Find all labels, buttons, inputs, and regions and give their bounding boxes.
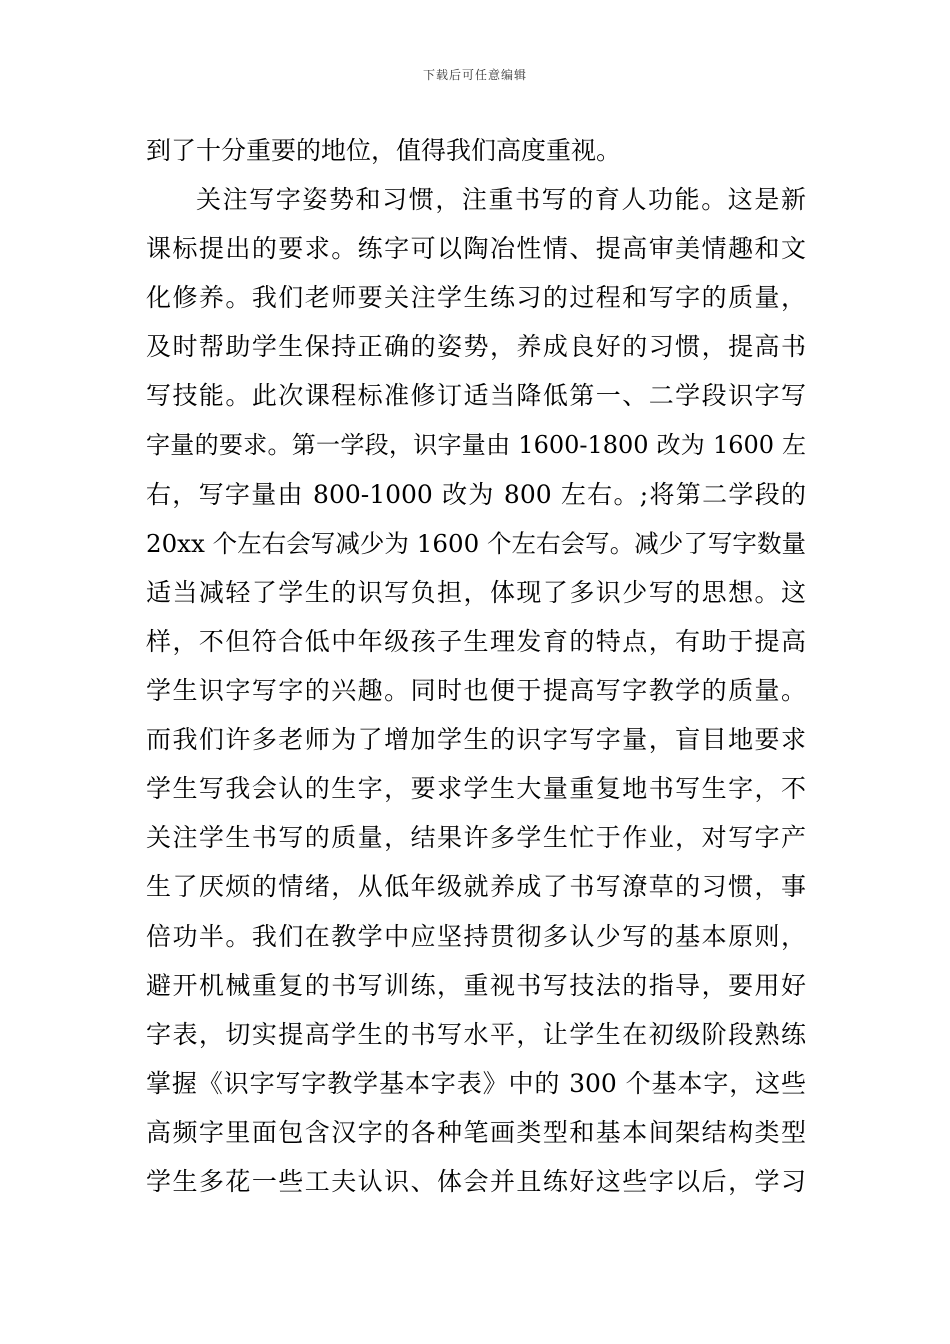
text-line: 而我们许多老师为了增加学生的识字写字量，盲目地要求 — [146, 725, 806, 755]
paragraph-first-line: 关注写字姿势和习惯，注重书写的育人功能。这是新 — [196, 185, 806, 215]
text-line: 写技能。此次课程标准修订适当降低第一、二学段识字写 — [146, 381, 806, 411]
text-line: 学生写我会认的生字，要求学生大量重复地书写生字，不 — [146, 774, 806, 804]
text-line: 及时帮助学生保持正确的姿势，养成良好的习惯，提高书 — [146, 332, 806, 362]
text-line: 到了十分重要的地位，值得我们高度重视。 — [146, 136, 622, 165]
text-line: 20xx 个左右会写减少为 1600 个左右会写。减少了写字数量 — [146, 528, 806, 558]
text-line: 课标提出的要求。练字可以陶冶性情、提高审美情趣和文 — [146, 234, 806, 264]
text-line: 学生多花一些工夫认识、体会并且练好这些字以后，学习 — [146, 1166, 806, 1196]
text-line: 掌握《识字写字教学基本字表》中的 300 个基本字，这些 — [146, 1068, 806, 1098]
document-body — [146, 126, 806, 1206]
text-line: 学生识字写字的兴趣。同时也便于提高写字教学的质量。 — [146, 676, 806, 706]
text-line: 化修养。我们老师要关注学生练习的过程和写字的质量， — [146, 283, 806, 313]
text-line: 避开机械重复的书写训练，重视书写技法的指导，要用好 — [146, 970, 806, 1000]
text-line: 适当减轻了学生的识写负担，体现了多识少写的思想。这 — [146, 577, 806, 607]
text-line: 倍功半。我们在教学中应坚持贯彻多认少写的基本原则， — [146, 921, 806, 951]
text-line: 字表，切实提高学生的书写水平，让学生在初级阶段熟练 — [146, 1019, 806, 1049]
text-line: 样，不但符合低中年级孩子生理发育的特点，有助于提高 — [146, 626, 806, 656]
text-line: 生了厌烦的情绪，从低年级就养成了书写潦草的习惯，事 — [146, 872, 806, 902]
page-header: 下载后可任意编辑 — [422, 68, 527, 82]
text-line: 关注学生书写的质量，结果许多学生忙于作业，对写字产 — [146, 823, 806, 853]
text-line: 字量的要求。第一学段，识字量由 1600-1800 改为 1600 左 — [146, 430, 806, 459]
text-line: 高频字里面包含汉字的各种笔画类型和基本间架结构类型 — [146, 1117, 806, 1147]
text-line: 右，写字量由 800-1000 改为 800 左右。;将第二学段的 — [146, 479, 806, 509]
